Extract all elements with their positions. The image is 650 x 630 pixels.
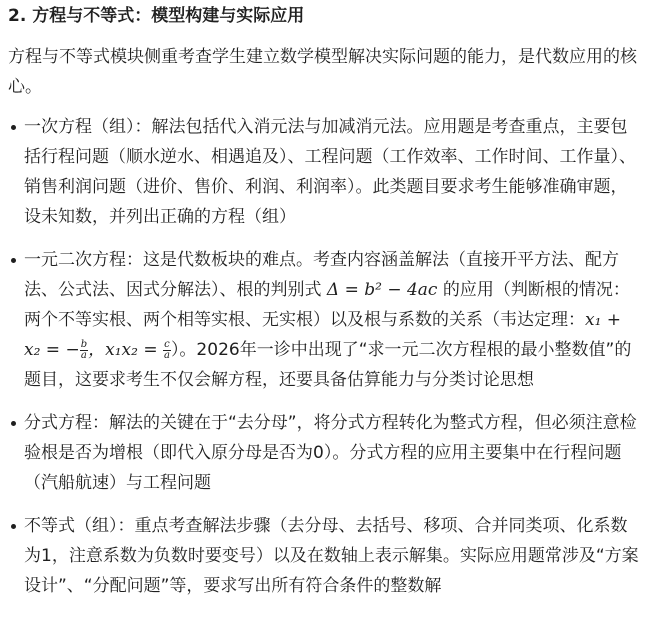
list-item-linear-equations: 一次方程（组）：解法包括代入消元法与加减消元法。应用题是考查重点，主要包括行程问题（顺水逆水、相遇追及）、工程问题（工作效率、工作时间、工作量）、销售利润问题（进价、售价、利润、利润率）。此类题目要求考生能够准确审题，设未知数，并列出正确的方程（组） <box>8 112 642 232</box>
sum-of-roots-fraction <box>80 340 88 361</box>
discriminant-formula: Δ = b² − 4ac <box>326 280 438 300</box>
list-item-inequalities: 不等式（组）：重点考查解法步骤（去分母、去括号、移项、合并同类项、化系数为1，注意系数为负数时要变号）以及在数轴上表示解集。实际应用题常涉及“方案设计”、“分配问题”等，要求写出所有符合条件的整数解 <box>8 511 642 601</box>
intro-paragraph: 方程与不等式模块侧重考查学生建立数学模型解决实际问题的能力，是代数应用的核心。 <box>8 47 637 97</box>
quadratic-tail-text: ）。2026年一诊中出现了“求一元二次方程根的最小整数值”的题目，这要求考生不仅会解方程，还要具备估算能力与分类讨论思想 <box>24 340 632 390</box>
fraction-denominator: a <box>80 349 87 361</box>
fraction-denominator: a <box>163 349 170 361</box>
sum-of-roots-lhs: x₁ + x₂ = − <box>24 310 622 360</box>
fraction-numerator: b <box>80 338 88 350</box>
quadratic-mid-text: 的应用（判断根的情况：两个不等实根、两个相等实根、无实根）以及根与系数的关系（韦达定理： <box>24 280 630 330</box>
bullet-list <box>8 112 642 601</box>
list-item-quadratic-equations <box>8 245 642 395</box>
product-of-roots-lhs: ，x₁x₂ = <box>88 340 163 360</box>
product-of-roots-fraction <box>163 340 171 361</box>
section-heading: 2. 方程与不等式：模型构建与实际应用 <box>8 6 305 26</box>
quadratic-lead-text: 一元二次方程：这是代数板块的难点。考查内容涵盖解法（直接开平方法、配方法、公式法、因式分解法）、根的判别式 <box>24 250 619 300</box>
list-item-fractional-equations: 分式方程：解法的关键在于“去分母”，将分式方程转化为整式方程，但必须注意检验根是否为增根（即代入原分母是否为0）。分式方程的应用主要集中在行程问题（汽船航速）与工程问题 <box>8 408 642 498</box>
fraction-numerator: c <box>164 338 170 350</box>
